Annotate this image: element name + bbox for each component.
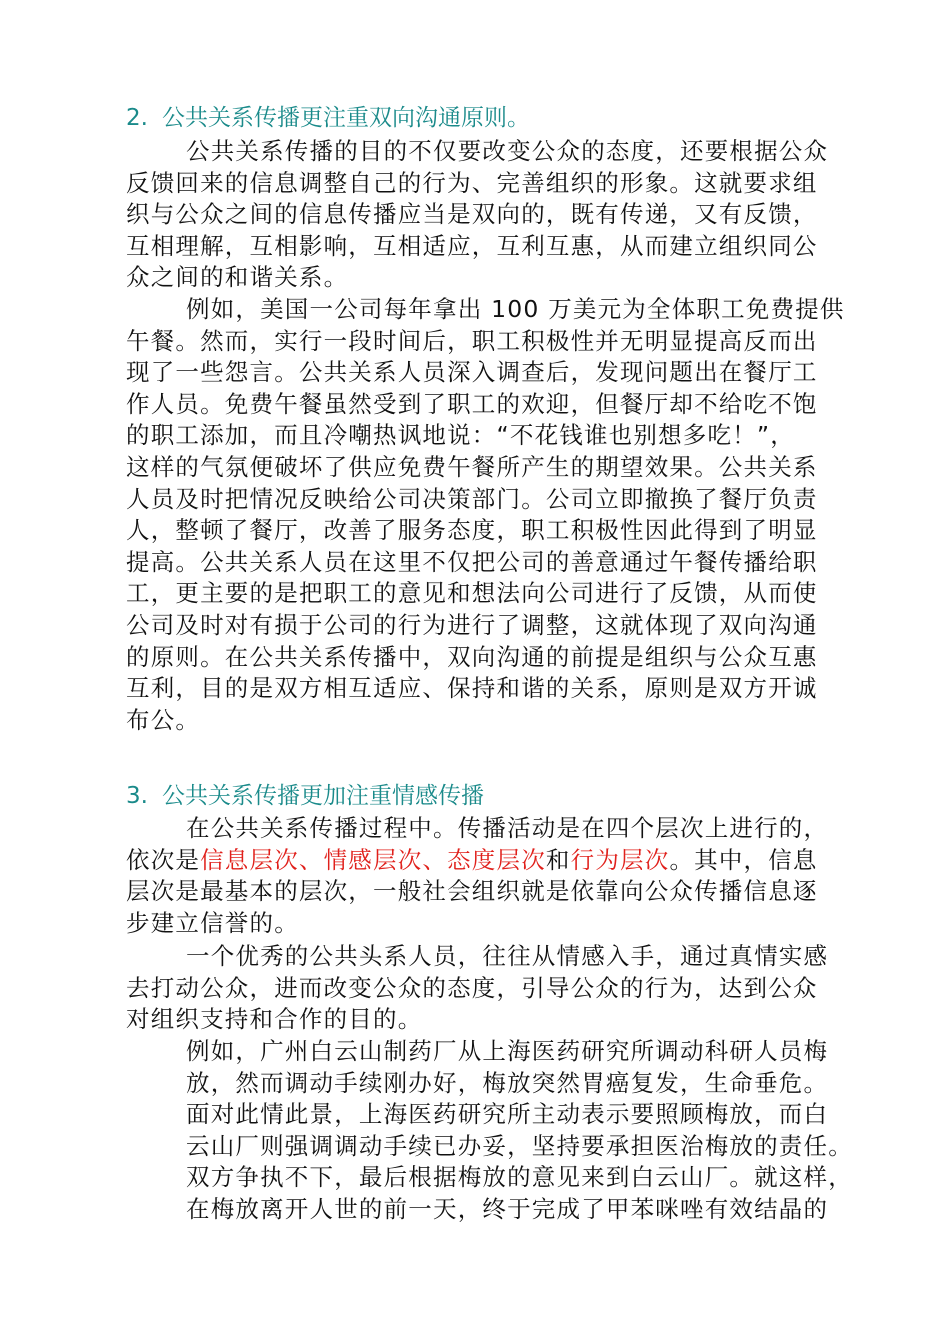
text-line: 人员及时把情况反映给公司决策部门。公司立即撤换了餐厅负责: [126, 484, 818, 513]
text-line: 众之间的和谐关系。: [126, 263, 349, 292]
highlighted-levels: 信息层次、情感层次、态度层次: [200, 845, 546, 874]
section-3-paragraph-3: [186, 1036, 906, 1226]
text-line-with-highlights: [126, 845, 906, 877]
text-line: 对组织支持和合作的目的。: [126, 1005, 423, 1034]
text-line: 的职工添加，而且冷嘲热讽地说：“不花钱谁也别想多吃！”，: [126, 421, 795, 450]
text-line: 织与公众之间的信息传播应当是双向的，既有传递，又有反馈，: [126, 200, 818, 229]
text-segment: 和: [545, 845, 571, 874]
section-3-heading: [126, 781, 484, 812]
text-line: 例如，广州白云山制药厂从上海医药研究所调动科研人员梅: [186, 1037, 829, 1065]
text-line: 布公。: [126, 705, 201, 734]
text-line: 一个优秀的公共头系人员，往往从情感入手，通过真情实感: [186, 942, 829, 970]
text-line: 这样的气氛便破坏了供应免费午餐所产生的期望效果。公共关系: [126, 452, 818, 481]
section-2-paragraph-2: [126, 294, 906, 736]
text-line: 步建立信誉的。: [126, 908, 299, 937]
text-line: 例如，美国一公司每年拿出 100 万美元为全体职工免费提供: [186, 295, 845, 323]
text-line: 人，整顿了餐厅，改善了服务态度，职工积极性因此得到了明显: [126, 516, 818, 545]
text-line: 面对此情此景，上海医药研究所主动表示要照顾梅放，而白: [186, 1100, 829, 1129]
text-line: 现了一些怨言。公共关系人员深入调查后，发现问题出在餐厅工: [126, 358, 818, 387]
text-line: 在公共关系传播过程中。传播活动是在四个层次上进行的，: [186, 814, 829, 842]
text-line: 双方争执不下，最后根据梅放的意见来到白云山厂。就这样，: [186, 1163, 853, 1192]
text-line: 作人员。免费午餐虽然受到了职工的欢迎，但餐厅却不给吃不饱: [126, 389, 818, 418]
section-3-number: 3.: [126, 783, 148, 809]
text-segment: 依次是: [126, 845, 201, 874]
section-2-title: 公共关系传播更注重双向沟通原则。: [162, 105, 530, 131]
text-line: 提高。公共关系人员在这里不仅把公司的善意通过午餐传播给职: [126, 547, 818, 576]
section-3-paragraph-2: [126, 941, 906, 1036]
text-line: 层次是最基本的层次，一般社会组织就是依靠向公众传播信息逐: [126, 877, 818, 906]
text-line: 互利，目的是双方相互适应、保持和谐的关系，原则是双方开诚: [126, 674, 818, 703]
text-line: 互相理解，互相影响，互相适应，互利互惠，从而建立组织同公: [126, 231, 818, 260]
text-line: 工，更主要的是把职工的意见和想法向公司进行了反馈，从而使: [126, 579, 818, 608]
text-line: 反馈回来的信息调整自己的行为、完善组织的形象。这就要求组: [126, 168, 818, 197]
text-line: 云山厂则强调调动手续已办妥，坚持要承担医治梅放的责任。: [186, 1131, 853, 1160]
text-line: 放，然而调动手续刚办好，梅放突然胃癌复发，生命垂危。: [186, 1068, 829, 1097]
text-line: 公司及时对有损于公司的行为进行了调整，这就体现了双向沟通: [126, 610, 818, 639]
text-segment: 。其中，信息: [669, 845, 818, 874]
section-2-paragraph-1: [126, 136, 906, 294]
text-line: 去打动公众，进而改变公众的态度，引导公众的行为，达到公众: [126, 973, 818, 1002]
text-line: 在梅放离开人世的前一天，终于完成了甲苯咪唑有效结晶的: [186, 1194, 829, 1223]
highlighted-behavior-level: 行为层次: [570, 845, 670, 874]
section-3-paragraph-1: [126, 813, 906, 939]
section-2-number: 2.: [126, 105, 148, 131]
section-2-heading: [126, 103, 530, 134]
section-3-title: 公共关系传播更加注重情感传播: [162, 783, 484, 809]
text-line: 公共关系传播的目的不仅要改变公众的态度，还要根据公众: [186, 137, 829, 165]
text-line: 午餐。然而，实行一段时间后，职工积极性并无明显提高反而出: [126, 326, 818, 355]
text-line: 的原则。在公共关系传播中，双向沟通的前提是组织与公众互惠: [126, 642, 818, 671]
